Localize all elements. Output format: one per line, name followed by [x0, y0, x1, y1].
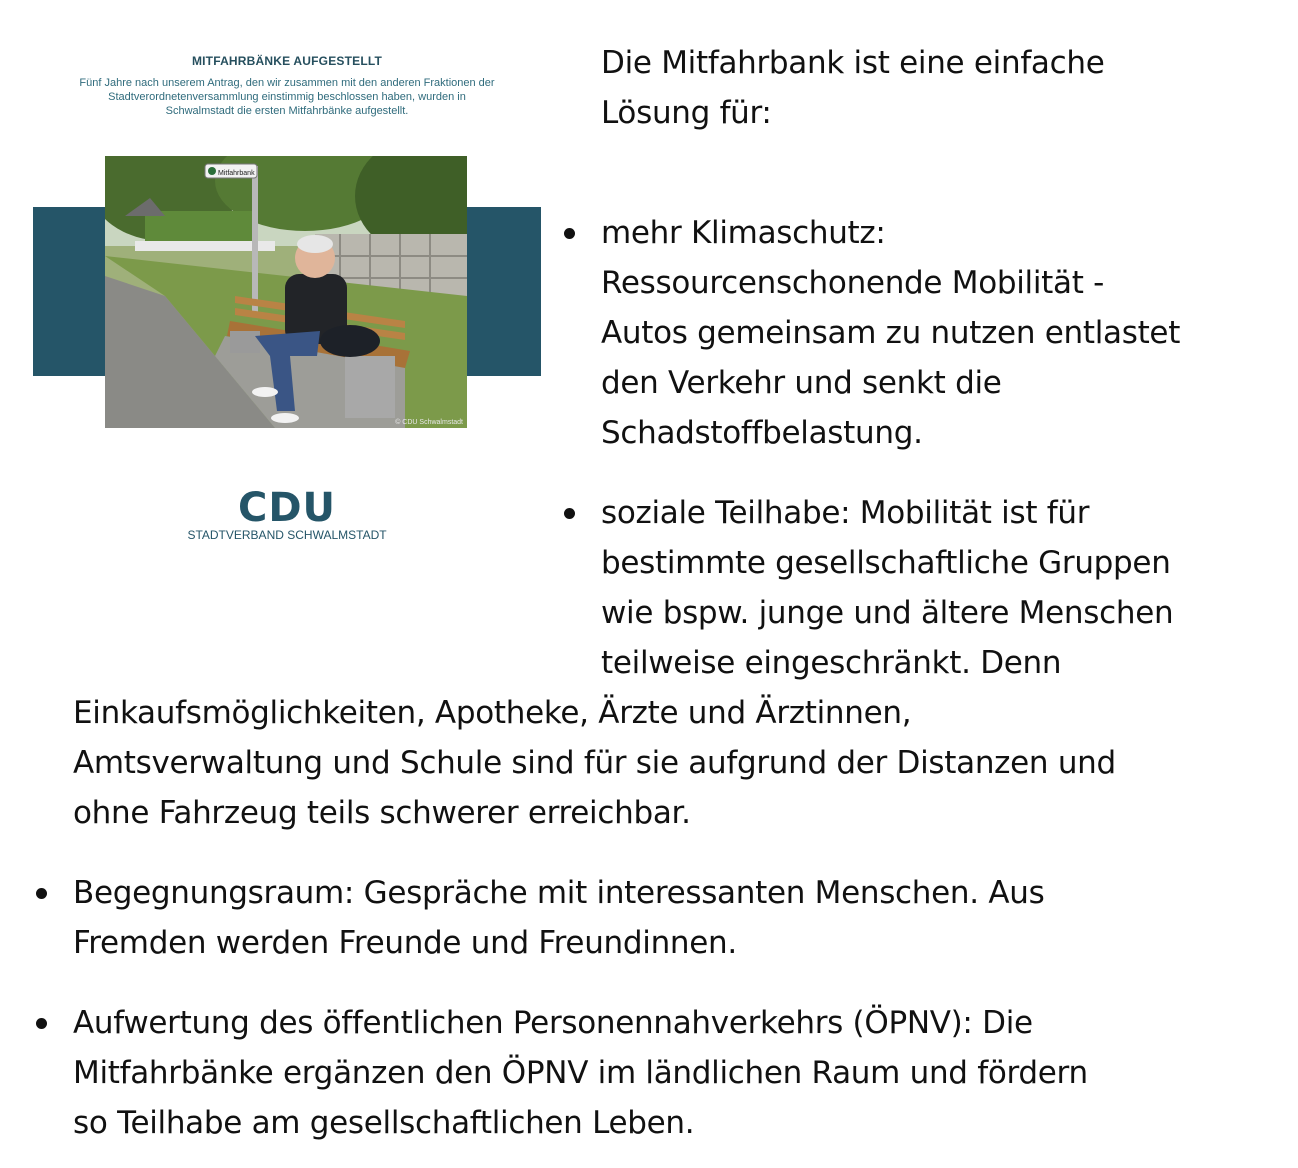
- item-line: wie bspw. junge und ältere Menschen: [601, 595, 1174, 631]
- item-line: Autos gemeinsam zu nutzen entlastet: [601, 315, 1181, 351]
- graphic-subtext: Fünf Jahre nach unserem Antrag, den wir zusammen mit den anderen Fraktionen der Stadtverordnetenversammlung einstimmig beschlossen haben, wurden in Schwalmstadt die ersten Mitfahrbänke aufgestellt.: [79, 77, 495, 117]
- item-line: Ressourcenschonende Mobilität -: [601, 265, 1105, 301]
- photo-credit: © CDU Schwalmstadt: [395, 419, 463, 426]
- graphic-headline: MITFAHRBÄNKE AUFGESTELLT: [191, 54, 383, 68]
- item-line: Fremden werden Freunde und Freundinnen.: [73, 925, 737, 961]
- bench-photo: [105, 156, 467, 428]
- item-line: so Teilhabe am gesellschaftlichen Leben.: [73, 1105, 695, 1141]
- bench-photo-illustration: [105, 156, 467, 428]
- bullet-dot: [36, 1018, 47, 1029]
- item-line: bestimmte gesellschaftliche Gruppen: [601, 545, 1171, 581]
- item-line: mehr Klimaschutz:: [601, 215, 886, 251]
- mitfahrbank-graphic: [33, 40, 541, 550]
- bullet-dot: [564, 508, 575, 519]
- cdu-logo: CDU: [237, 485, 337, 531]
- intro-text: [601, 38, 1281, 138]
- item-line: Amtsverwaltung und Schule sind für sie aufgrund der Distanzen und: [73, 745, 1116, 781]
- item-line: den Verkehr und senkt die: [601, 365, 1002, 401]
- sign-label: Mitfahrbank: [218, 170, 255, 177]
- item-line: Begegnungsraum: Gespräche mit interessanten Menschen. Aus: [73, 875, 1045, 911]
- intro-line: Lösung für:: [601, 95, 772, 131]
- item-line: Mitfahrbänke ergänzen den ÖPNV im ländlichen Raum und fördern: [73, 1055, 1088, 1091]
- bullet-dot: [36, 888, 47, 899]
- item-line: teilweise eingeschränkt. Denn: [601, 645, 1062, 681]
- cdu-logo-subtext: STADTVERBAND SCHWALMSTADT: [187, 528, 387, 542]
- item-line: Schadstoffbelastung.: [601, 415, 923, 451]
- item-line: ohne Fahrzeug teils schwerer erreichbar.: [73, 795, 691, 831]
- bullet-dot: [564, 228, 575, 239]
- item-line: Einkaufsmöglichkeiten, Apotheke, Ärzte und Ärztinnen,: [73, 695, 912, 731]
- intro-line: Die Mitfahrbank ist eine einfache: [601, 45, 1105, 81]
- item-line: soziale Teilhabe: Mobilität ist für: [601, 495, 1090, 531]
- item-line: Aufwertung des öffentlichen Personennahverkehrs (ÖPNV): Die: [73, 1005, 1033, 1041]
